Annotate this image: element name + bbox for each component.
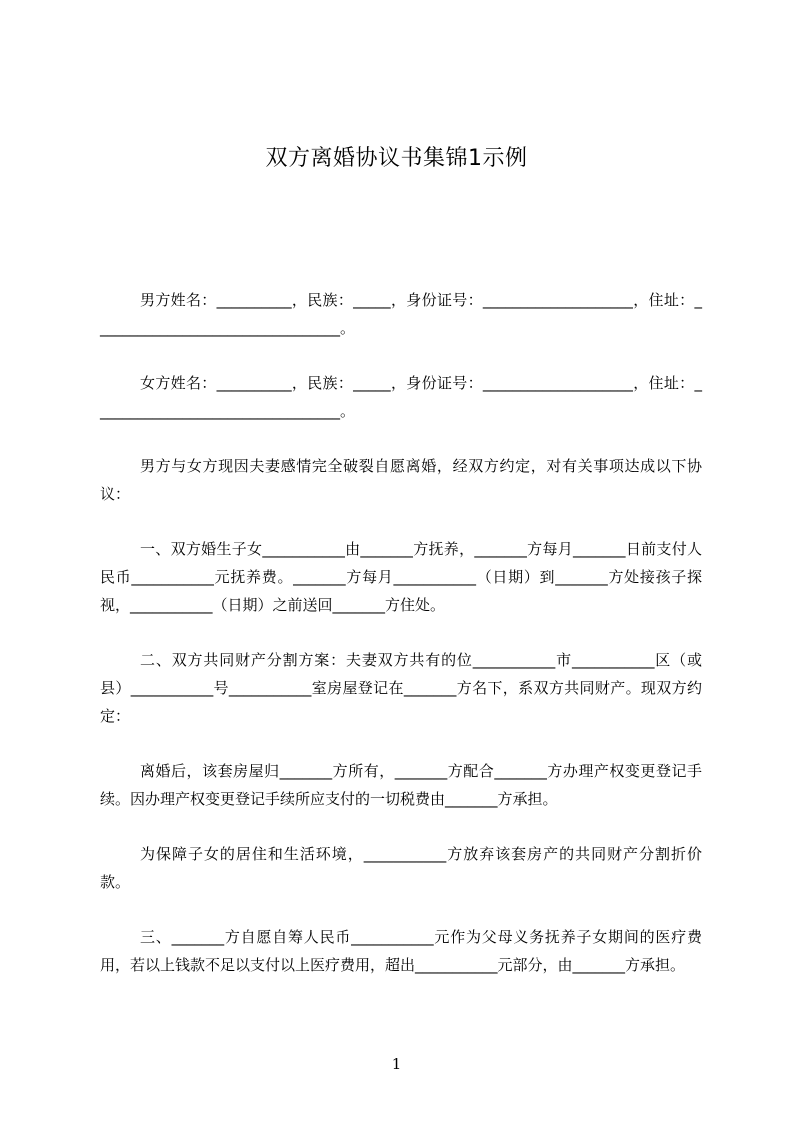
paragraph-wife-info: 女方姓名：__________，民族：_____，身份证号：____________________，住址：_________________________________。 (100, 374, 702, 420)
document-title: 双方离婚协议书集锦1示例 (265, 146, 528, 171)
paragraph-child-custody: 一、双方婚生子女___________由_______方抚养，_______方每月_______日前支付人民币___________元抚养费。_______方每月___________（日期）到_______方处接孩子探视，___________（日期）之前送回_______方住处。 (100, 540, 702, 614)
paragraph-house-ownership: 离婚后，该套房屋归_______方所有，_______方配合_______方办理产权变更登记手续。因办理产权变更登记手续所应支付的一切税费由_______方承担。 (100, 762, 702, 808)
paragraph-child-environment: 为保障子女的居住和生活环境，___________方放弃该套房产的共同财产分割折价款。 (100, 845, 702, 891)
paragraph-property-division: 二、双方共同财产分割方案：夫妻双方共有的位___________市___________区（或县）___________号___________室房屋登记在_______方名下，系双方共同财产。现双方约定： (100, 651, 702, 725)
paragraph-medical-expenses: 三、_______方自愿自筹人民币___________元作为父母义务抚养子女期间的医疗费用，若以上钱款不足以支付以上医疗费用，超出___________元部分，由_______方承担。 (100, 928, 702, 974)
paragraph-preamble: 男方与女方现因夫妻感情完全破裂自愿离婚，经双方约定，对有关事项达成以下协议： (100, 457, 702, 503)
page-number: 1 (391, 1055, 402, 1073)
document-body (100, 286, 702, 1006)
paragraph-husband-info: 男方姓名：__________，民族：_____，身份证号：____________________，住址：_________________________________。 (100, 291, 702, 337)
